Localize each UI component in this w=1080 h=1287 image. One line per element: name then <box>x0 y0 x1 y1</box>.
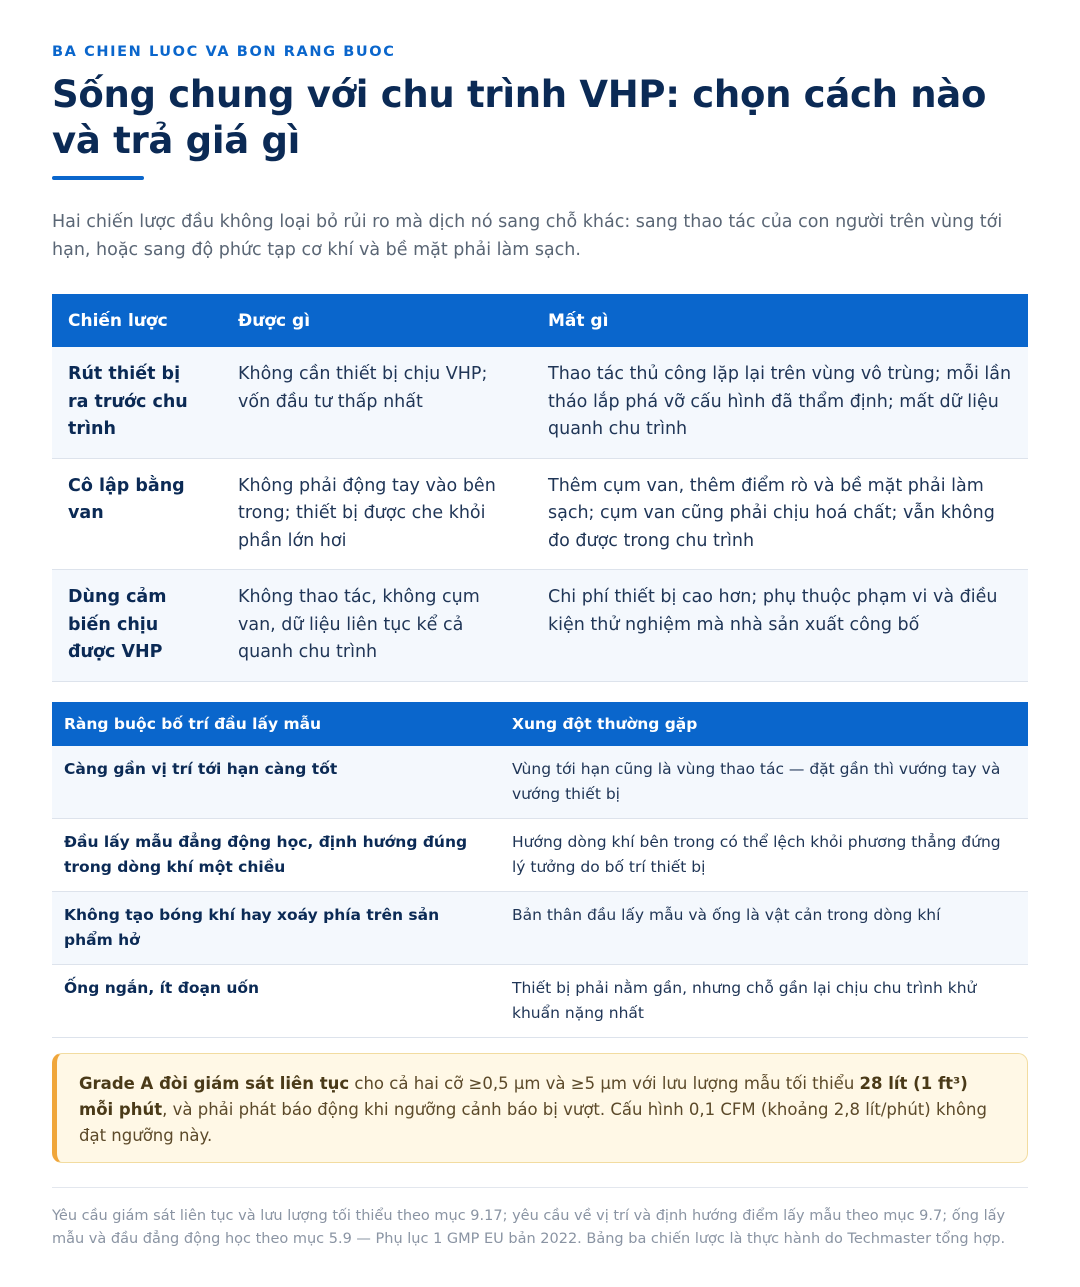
strategy-gain: Không phải động tay vào bên trong; thiết bị được che khỏi phần lớn hơi <box>222 458 532 570</box>
constraint-conflict: Hướng dòng khí bên trong có thể lệch khỏi phương thẳng đứng lý tưởng do bố trí thiết bị <box>500 819 1028 892</box>
table-row <box>52 819 1028 892</box>
intro-paragraph: Hai chiến lược đầu không loại bỏ rủi ro mà dịch nó sang chỗ khác: sang thao tác của con người trên vùng tới hạn, hoặc sang độ phức tạp cơ khí và bề mặt phải làm sạch. <box>52 212 1003 260</box>
table-header-row <box>52 702 1028 746</box>
constraint-name: Đầu lấy mẫu đẳng động học, định hướng đúng trong dòng khí một chiều <box>52 819 500 892</box>
strategy-cost: Thao tác thủ công lặp lại trên vùng vô trùng; mỗi lần tháo lắp phá vỡ cấu hình đã thẩm định; mất dữ liệu quanh chu trình <box>532 347 1028 458</box>
callout-lead: Grade A đòi giám sát liên tục <box>79 1074 350 1093</box>
table-row <box>52 458 1028 570</box>
strategy-name: Cô lập bằng van <box>52 458 222 570</box>
grade-a-callout <box>52 1053 1028 1163</box>
column-header: Ràng buộc bố trí đầu lấy mẫu <box>52 702 500 746</box>
column-header: Mất gì <box>532 294 1028 347</box>
strategy-table <box>52 294 1028 682</box>
table-row <box>52 892 1028 965</box>
table-row <box>52 965 1028 1038</box>
strategy-gain: Không thao tác, không cụm van, dữ liệu liên tục kể cả quanh chu trình <box>222 570 532 682</box>
table-header-row <box>52 294 1028 347</box>
constraint-conflict: Bản thân đầu lấy mẫu và ống là vật cản trong dòng khí <box>500 892 1028 965</box>
footnote: Yêu cầu giám sát liên tục và lưu lượng tối thiểu theo mục 9.17; yêu cầu về vị trí và định hướng điểm lấy mẫu theo mục 9.7; ống lấy mẫu và đầu đẳng động học theo mục 5.9 — Phụ lục 1 GMP EU bản 2022. Bảng ba chiến lược là thực hành do Techmaster tổng hợp. <box>52 1208 1006 1247</box>
column-header: Chiến lược <box>52 294 222 347</box>
table-row <box>52 570 1028 682</box>
constraint-name: Ống ngắn, ít đoạn uốn <box>52 965 500 1038</box>
callout-text: cho cả hai cỡ ≥0,5 µm và ≥5 µm với lưu lượng mẫu tối thiểu <box>349 1074 860 1093</box>
column-header: Xung đột thường gặp <box>500 702 1028 746</box>
constraint-name: Không tạo bóng khí hay xoáy phía trên sản phẩm hở <box>52 892 500 965</box>
callout-emphasis: 28 lít (1 ft³) mỗi phút <box>79 1074 968 1119</box>
constraint-table <box>52 702 1028 1038</box>
column-header: Được gì <box>222 294 532 347</box>
table-row <box>52 746 1028 819</box>
title-underline <box>52 176 144 180</box>
footnote-divider <box>52 1187 1028 1188</box>
section-kicker: BA CHIEN LUOC VA BON RANG BUOC <box>52 44 396 60</box>
table-row <box>52 347 1028 458</box>
constraint-conflict: Vùng tới hạn cũng là vùng thao tác — đặt gần thì vướng tay và vướng thiết bị <box>500 746 1028 819</box>
strategy-name: Dùng cảm biến chịu được VHP <box>52 570 222 682</box>
strategy-cost: Chi phí thiết bị cao hơn; phụ thuộc phạm vi và điều kiện thử nghiệm mà nhà sản xuất công bố <box>532 570 1028 682</box>
strategy-cost: Thêm cụm van, thêm điểm rò và bề mặt phải làm sạch; cụm van cũng phải chịu hoá chất; vẫn không đo được trong chu trình <box>532 458 1028 570</box>
constraint-conflict: Thiết bị phải nằm gần, nhưng chỗ gần lại chịu chu trình khử khuẩn nặng nhất <box>500 965 1028 1038</box>
page-title: Sống chung với chu trình VHP: chọn cách nào và trả giá gì <box>52 73 987 162</box>
strategy-gain: Không cần thiết bị chịu VHP; vốn đầu tư thấp nhất <box>222 347 532 458</box>
constraint-name: Càng gần vị trí tới hạn càng tốt <box>52 746 500 819</box>
callout-text: , và phải phát báo động khi ngưỡng cảnh báo bị vượt. Cấu hình 0,1 CFM (khoảng 2,8 lít/phút) không đạt ngưỡng này. <box>79 1100 987 1145</box>
strategy-name: Rút thiết bị ra trước chu trình <box>52 347 222 458</box>
